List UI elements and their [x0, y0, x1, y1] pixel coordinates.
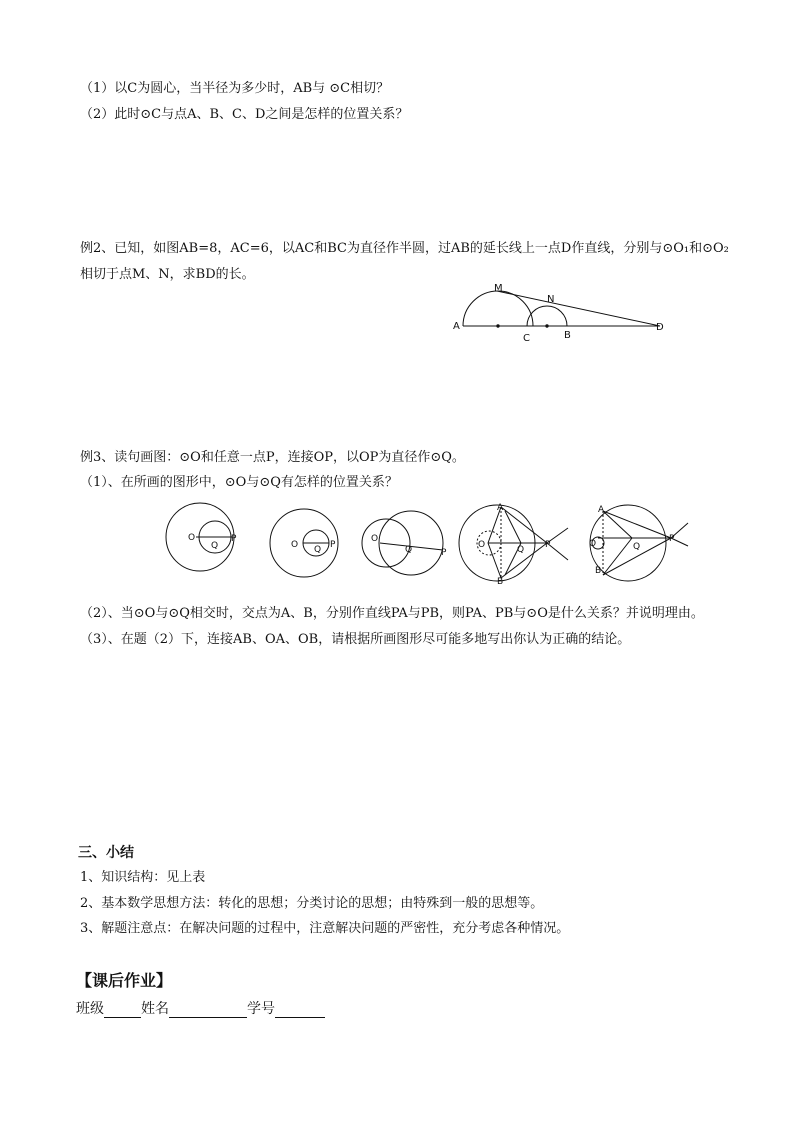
id-label: 学号 — [247, 1001, 275, 1017]
class-label: 班级 — [76, 1001, 104, 1017]
tangent-line-md — [497, 291, 660, 326]
fig1-label-Q: Q — [211, 541, 219, 551]
question-part-2: （2）此时⊙C与点A、B、C、D之间是怎样的位置关系？ — [80, 107, 409, 122]
fig5-label-P: P — [669, 534, 675, 544]
label-A: A — [453, 321, 460, 332]
label-N: N — [547, 294, 555, 305]
summary-item-2: 2、基本数学思想方法：转化的思想；分类讨论的思想；由特殊到一般的思想等。 — [80, 896, 544, 911]
label-B: B — [564, 330, 571, 341]
name-label: 姓名 — [141, 1001, 169, 1017]
circle-o — [362, 519, 413, 567]
label-D: D — [656, 322, 664, 333]
question-part-1: （1）以C为圆心，当半径为多少时，AB与 ⊙C相切？ — [80, 81, 390, 96]
fig3-label-P: P — [441, 548, 447, 558]
example-3-figure-2 — [270, 509, 338, 577]
fig5-label-B: B — [595, 566, 602, 576]
center-o2-dot — [546, 325, 548, 327]
fig4-label-Q: Q — [517, 545, 525, 555]
summary-heading: 三、小结 — [78, 845, 134, 861]
fig2-label-O: O — [291, 540, 299, 550]
fig4-label-P: P — [545, 540, 551, 550]
fig5-label-A: A — [598, 505, 605, 515]
example-2-figure — [463, 291, 660, 327]
fig3-label-O: O — [371, 534, 379, 544]
example-2-labels — [453, 283, 664, 344]
segment-bq — [603, 538, 632, 575]
summary-item-3: 3、解题注意点：在解决问题的过程中，注意解决问题的严密性，充分考虑各种情况。 — [80, 921, 570, 936]
label-C: C — [523, 333, 530, 344]
fig2-label-P: P — [330, 540, 336, 550]
segment-ob — [488, 543, 501, 578]
example-3-figure-1 — [166, 503, 234, 571]
fig4-label-A: A — [497, 503, 504, 513]
example-2-line-1: 例2、已知，如图AB=8，AC=6，以AC和BC为直径作半圆，过AB的延长线上一点D作直线，分别与⊙O₁和⊙O₂ — [80, 241, 729, 256]
example-3-part-1: （1）、在所画的图形中，⊙O与⊙Q有怎样的位置关系？ — [80, 475, 398, 490]
line-pa — [501, 507, 547, 543]
example-3-figure-4 — [459, 505, 568, 581]
segment-aq — [603, 511, 632, 538]
fig5-label-Q: Q — [633, 542, 641, 552]
fig1-label-P: P — [231, 534, 237, 544]
fig4-label-B: B — [497, 577, 504, 587]
fig2-label-Q: Q — [314, 545, 322, 555]
example-3-line-1: 例3、读句画图：⊙O和任意一点P，连接OP，以OP为直径作⊙Q。 — [80, 450, 465, 465]
label-M: M — [494, 283, 503, 294]
summary-item-1: 1、知识结构：见上表 — [80, 870, 206, 885]
example-3-part-2: （2）、当⊙O与⊙Q相交时，交点为A、B，分别作直线PA与PB，则PA、PB与⊙O是什么关系？并说明理由。 — [80, 606, 704, 621]
fig1-label-O: O — [188, 533, 196, 543]
fig5-label-O: O — [589, 539, 597, 549]
example-3-part-3: （3）、在题（2）下，连接AB、OA、OB，请根据所画图形尽可能多地写出你认为正确的结论。 — [80, 632, 631, 647]
example-2-line-2: 相切于点M、N，求BD的长。 — [80, 267, 255, 282]
center-o1-dot — [497, 325, 499, 327]
fig4-label-O: O — [478, 540, 486, 550]
homework-heading: 【课后作业】 — [76, 971, 173, 990]
fig3-label-Q: Q — [405, 545, 413, 555]
circle-q — [379, 511, 443, 575]
